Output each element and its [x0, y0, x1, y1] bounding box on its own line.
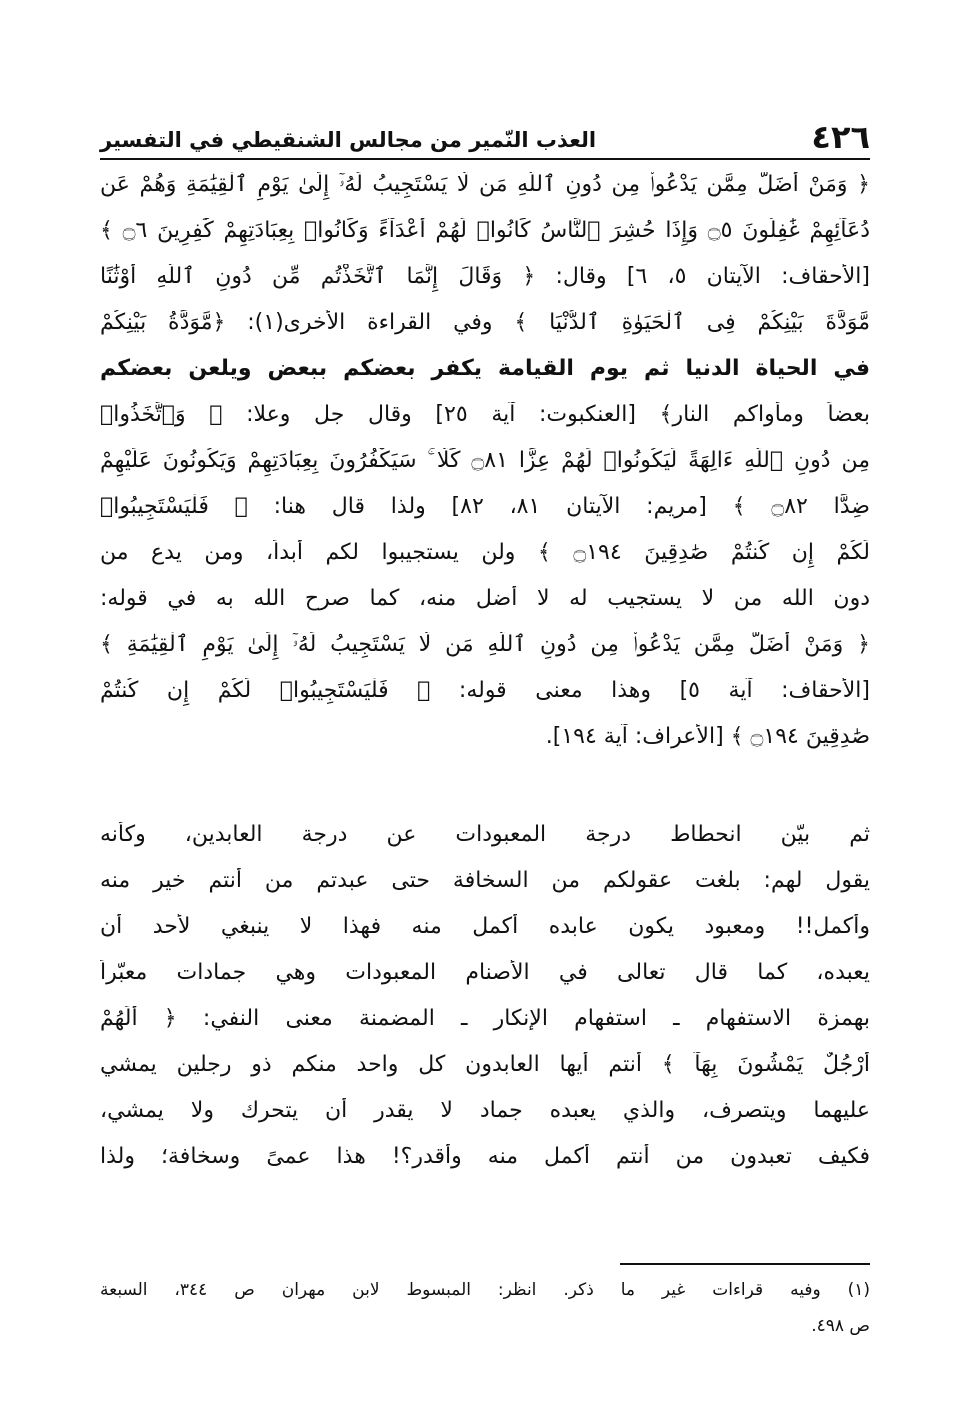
text-line: عليهما ويتصرف، والذي يعبده جماد لا يقدر أن يتحرك ولا يمشي، — [100, 1098, 870, 1123]
text-line: يعبده، كما قال تعالى في الأصنام المعبودات وهي جمادات معبّراً — [100, 960, 870, 985]
page-header — [100, 112, 870, 160]
text-line: ضِدًّا ۝٨٢ ﴾ [مريم: الآيتان ٨١، ٨٢] ولذا قال هنا: ﴿ فَلْيَسْتَجِيبُوا۟ — [100, 494, 870, 519]
text-line: [الأحقاف: الآيتان ٥، ٦] وقال: ﴿ وَقَالَ إِنَّمَا ٱتَّخَذْتُم مِّن دُونِ ٱللَّهِ أَوْثَٰنًا — [100, 264, 870, 289]
text-line: أَرْجُلٌ يَمْشُونَ بِهَآ ﴾ أنتم أيها العابدون كل واحد منكم ذو رجلين يمشي — [100, 1052, 870, 1077]
footnote-line: ص ٤٩٨. — [811, 1316, 870, 1336]
text-line: [الأحقاف: آية ٥] وهذا معنى قوله: ﴿ فَلْيَسْتَجِيبُوا۟ لَكُمْ إِن كُنتُمْ — [100, 678, 870, 703]
text-line: دون الله من لا يستجيب له لا أضل منه، كما صرح الله به في قوله: — [100, 586, 870, 611]
text-line: ﴿ وَمَنْ أَضَلُّ مِمَّن يَدْعُوا۟ مِن دُونِ ٱللَّهِ مَن لَّا يَسْتَجِيبُ لَهُۥٓ إِلَىٰ يَوْمِ ٱلْقِيَٰمَةِ وَهُمْ عَن — [100, 172, 870, 197]
footnote-divider — [620, 1263, 870, 1265]
text-line: يقول لهم: بلغت عقولكم من السخافة حتى عبدتم من أنتم خير منه — [100, 868, 870, 893]
footnote-line: (١) وفيه قراءات غير ما ذكر. انظر: المبسوط لابن مهران ص ٣٤٤، السبعة — [100, 1280, 870, 1300]
text-line: مَّوَدَّةَ بَيْنِكُمْ فِى ٱلْحَيَوٰةِ ٱلدُّنْيَا ﴾ وفي القراءة الأخرى(١): ﴿مَّوَدَّةُ بَيْنِكُمْ — [100, 310, 870, 335]
text-line: فكيف تعبدون من أنتم أكمل منه وأقدر؟! هذا عمىً وسخافة؛ ولذا — [100, 1144, 870, 1169]
running-title: العذب النّمير من مجالس الشنقيطي في التفسير — [100, 128, 597, 152]
text-line: بعضاً ومأواكم النار﴾ [العنكبوت: آية ٢٥] وقال جل وعلا: ﴿ وَٱتَّخَذُوا۟ — [100, 402, 870, 427]
page-number: ٤٢٦ — [811, 118, 870, 156]
text-line: ﴿ وَمَنْ أَضَلُّ مِمَّن يَدْعُوا۟ مِن دُونِ ٱللَّهِ مَن لَّا يَسْتَجِيبُ لَهُۥٓ إِلَىٰ يَوْمِ ٱلْقِيَٰمَةِ ﴾ — [100, 632, 870, 657]
text-line: مِن دُونِ ٱللَّهِ ءَالِهَةً لِّيَكُونُوا۟ لَهُمْ عِزًّا ۝٨١ كَلَّا ۚ سَيَكْفُرُونَ بِعِبَادَتِهِمْ وَيَكُونُونَ عَلَيْهِمْ — [100, 448, 870, 473]
text-line: بهمزة الاستفهام ـ استفهام الإنكار ـ المضمنة معنى النفي: ﴿ أَلَهُمْ — [100, 1006, 870, 1031]
text-line: صَٰدِقِينَ ۝١٩٤ ﴾ [الأعراف: آية ١٩٤]. — [545, 724, 870, 749]
text-line: دُعَآئِهِمْ غَٰفِلُونَ ۝٥ وَإِذَا حُشِرَ ٱلنَّاسُ كَانُوا۟ لَهُمْ أَعْدَآءً وَكَانُوا۟ بِعِبَادَتِهِمْ كَٰفِرِينَ ۝٦ ﴾ — [100, 218, 870, 243]
text-line: ثم بيّن انحطاط درجة المعبودات عن درجة العابدين، وكأنه — [100, 822, 870, 847]
text-line: لَكُمْ إِن كُنتُمْ صَٰدِقِينَ ۝١٩٤ ﴾ ولن يستجيبوا لكم أبداً، ومن يدع من — [100, 540, 870, 565]
text-line: وأكمل!! ومعبود يكون عابده أكمل منه فهذا لا ينبغي لأحد أن — [100, 914, 870, 939]
text-line: في الحياة الدنيا ثم يوم القيامة يكفر بعضكم ببعض ويلعن بعضكم — [100, 356, 870, 381]
